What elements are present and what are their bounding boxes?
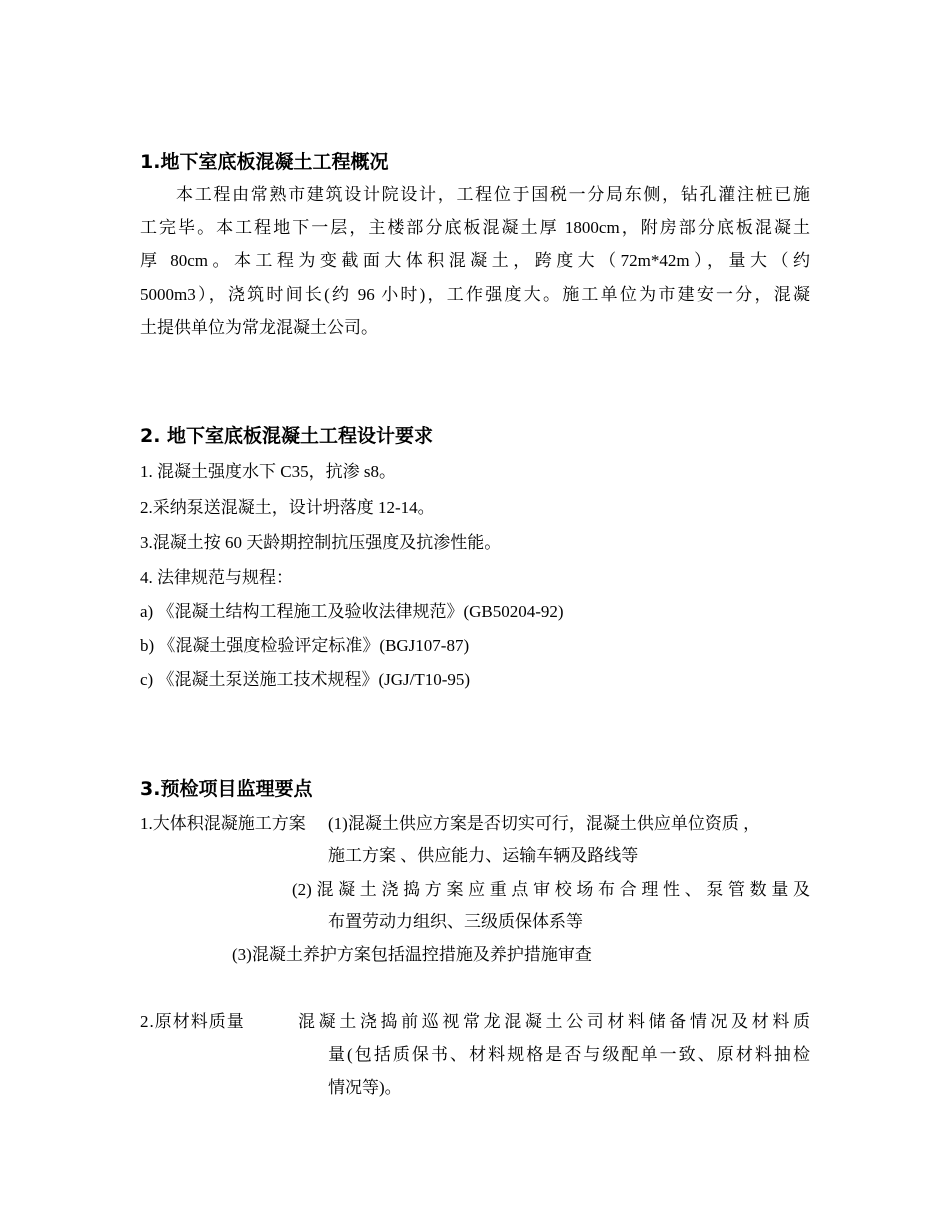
section1-line-3: 厚 80cm。本工程为变截面大体积混凝土，跨度大（72m*42m），量大（约 [140, 251, 810, 270]
section1-line-1: 本工程由常熟市建筑设计院设计，工程位于国税一分局东侧，钻孔灌注桩已施 [176, 185, 810, 204]
section3-heading: 3.预检项目监理要点 [140, 778, 313, 800]
inspection-item-2-line-2: 量(包括质保书、材料规格是否与级配单一致、原材料抽检 [328, 1045, 810, 1064]
inspection-item-1-sub1: (1)混凝土供应方案是否切实可行，混凝土供应单位资质 ， [328, 814, 761, 833]
standard-item: a) 《混凝土结构工程施工及验收法律规范》(GB50204-92) [140, 602, 564, 621]
section1-line-5: 土提供单位为常龙混凝土公司。 [140, 318, 378, 337]
inspection-item-1-sub1-cont: 施工方案 、供应能力、运输车辆及路线等 [328, 846, 639, 865]
standard-item: b) 《混凝土强度检验评定标准》(BGJ107-87) [140, 636, 470, 655]
inspection-item-1-label: 1.大体积混凝施工方案 [140, 814, 306, 833]
inspection-item-1-sub2: (2)混凝土浇捣方案应重点审校场布合理性、泵管数量及 [292, 880, 810, 899]
inspection-item-1-sub3: (3)混凝土养护方案包括温控措施及养护措施审查 [232, 945, 592, 964]
inspection-item-2-line-1: 混凝土浇捣前巡视常龙混凝土公司材料储备情况及材料质 [298, 1012, 810, 1031]
section1-heading: 1.地下室底板混凝土工程概况 [140, 151, 389, 173]
requirement-item: 4. 法律规范与规程： [140, 568, 293, 587]
inspection-item-1-sub2-cont: 布置劳动力组织、三级质保体系等 [328, 912, 583, 931]
inspection-item-2-label: 2.原材料质量 [140, 1012, 245, 1031]
section1-line-2: 工完毕。本工程地下一层，主楼部分底板混凝土厚 1800cm，附房部分底板混凝土 [140, 218, 810, 237]
standard-item: c) 《混凝土泵送施工技术规程》(JGJ/T10-95) [140, 670, 471, 689]
requirement-item: 1. 混凝土强度水下 C35，抗渗 s8。 [140, 462, 396, 481]
section1-line-4: 5000m3），浇筑时间长(约 96 小时)，工作强度大。施工单位为市建安一分，混凝 [140, 285, 810, 304]
requirement-item: 3.混凝土按 60 天龄期控制抗压强度及抗渗性能。 [140, 533, 502, 552]
requirement-item: 2.采纳泵送混凝土，设计坍落度 12-14。 [140, 498, 435, 517]
inspection-item-2-line-3: 情况等)。 [328, 1078, 402, 1097]
section2-heading: 2. 地下室底板混凝土工程设计要求 [140, 425, 434, 447]
